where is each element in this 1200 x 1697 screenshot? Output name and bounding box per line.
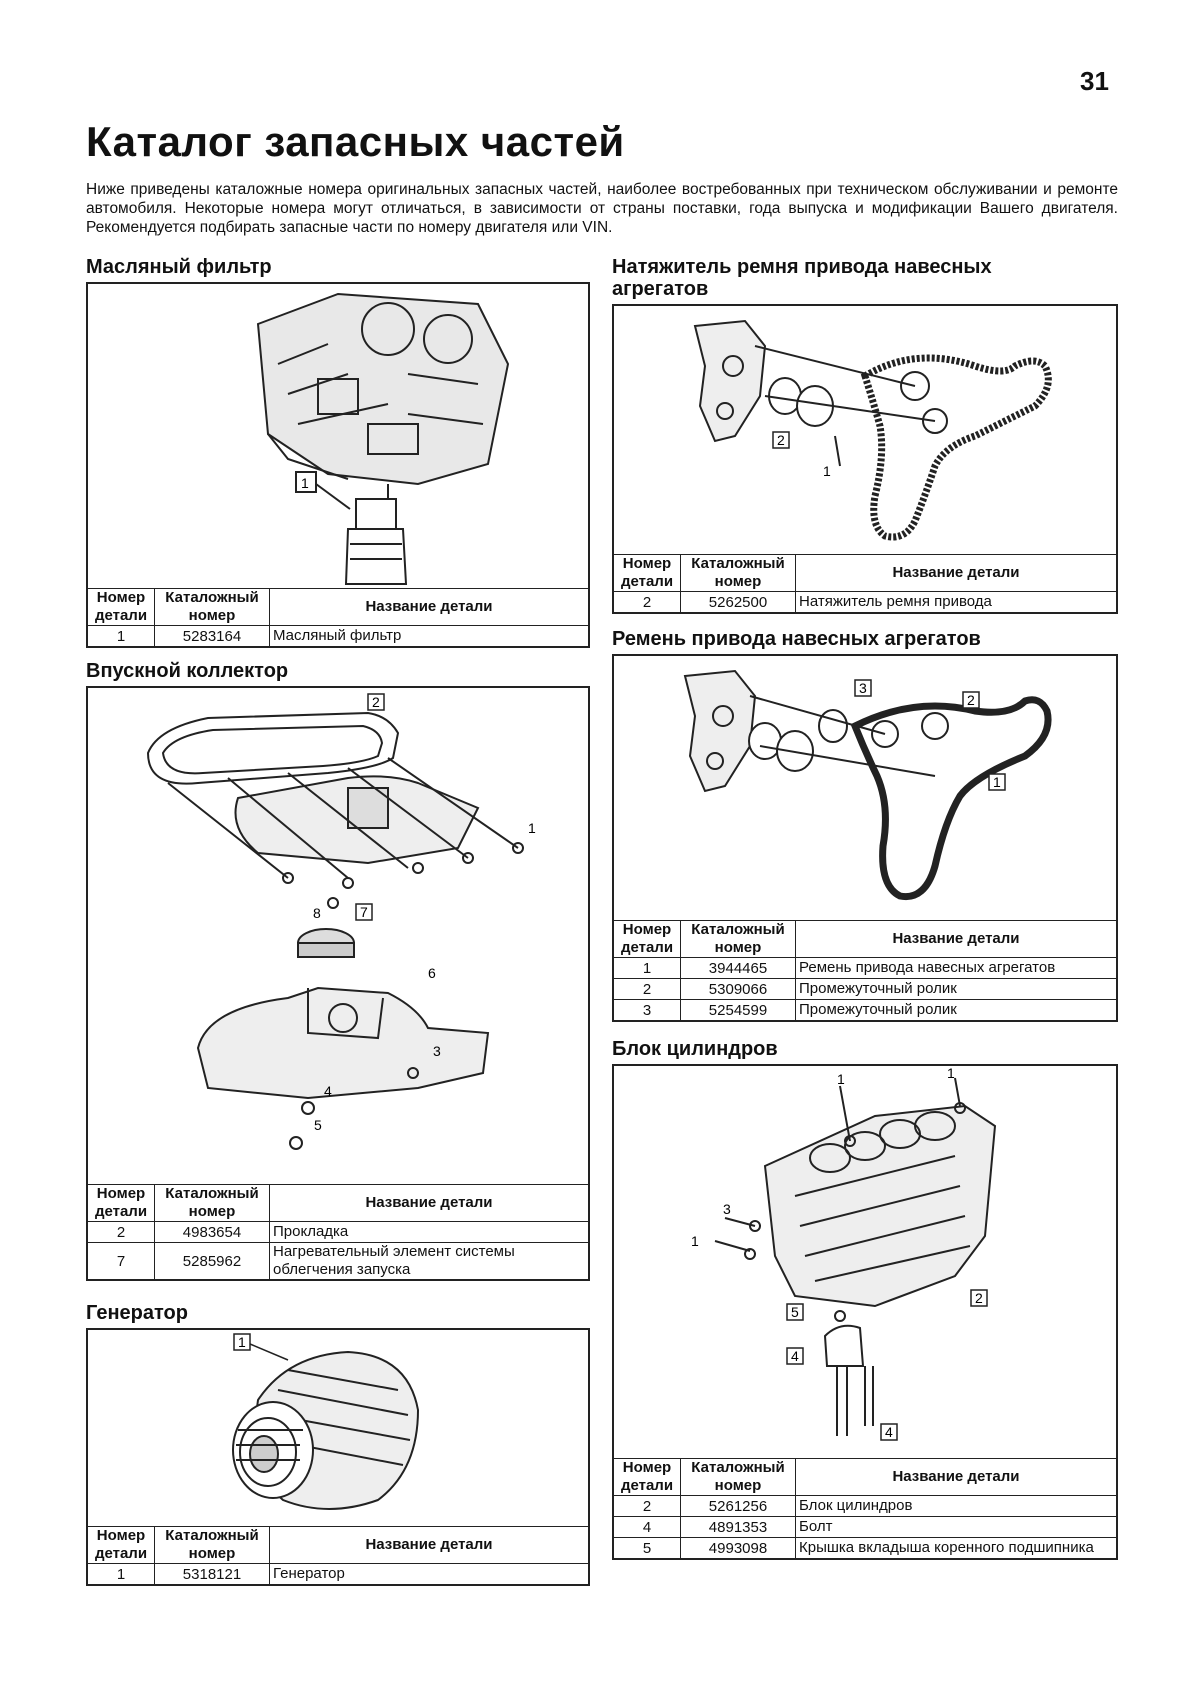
parts-table [88, 1185, 588, 1279]
cell-part-number: 1 [88, 626, 155, 647]
callout-label: 4 [791, 1348, 799, 1364]
header-catalog-number: Каталожный номер [681, 1459, 796, 1496]
oil-filter-figure [88, 284, 588, 589]
header-catalog-number: Каталожный номер [155, 1527, 270, 1564]
callout-label: 1 [691, 1233, 699, 1249]
intake-manifold-illustration [88, 688, 588, 1184]
cell-part-number: 1 [88, 1564, 155, 1585]
parts-table [614, 1459, 1116, 1558]
section-title: Масляный фильтр [86, 256, 272, 278]
callout-label: 1 [837, 1071, 845, 1087]
generator-illustration [88, 1330, 588, 1526]
page-number: 31 [1080, 66, 1109, 96]
cell-part-number: 2 [614, 1496, 681, 1517]
table-row [614, 1517, 1116, 1538]
cell-part-number: 2 [88, 1222, 155, 1243]
section-box [86, 686, 590, 1281]
callout-label: 1 [993, 774, 1001, 790]
callout-label: 3 [859, 680, 867, 696]
callout-label: 2 [777, 432, 785, 448]
cell-catalog-number: 5261256 [681, 1496, 796, 1517]
cell-part-name: Масляный фильтр [270, 626, 589, 647]
callout-label: 5 [791, 1304, 799, 1320]
cell-catalog-number: 4983654 [155, 1222, 270, 1243]
header-part-name: Название детали [270, 1185, 589, 1222]
table-row [614, 958, 1116, 979]
section-title: Впускной коллектор [86, 660, 289, 682]
cell-catalog-number: 4891353 [681, 1517, 796, 1538]
callout-label: 1 [947, 1066, 955, 1081]
callout-label: 2 [975, 1290, 983, 1306]
cell-part-number: 7 [88, 1243, 155, 1280]
table-row [88, 1564, 588, 1585]
table-row [614, 1000, 1116, 1021]
cell-part-name: Ремень привода навесных агрегатов [796, 958, 1117, 979]
table-row [614, 979, 1116, 1000]
header-catalog-number: Каталожный номер [155, 1185, 270, 1222]
cell-part-name: Натяжитель ремня привода [796, 592, 1117, 613]
section-oil-filter [86, 256, 590, 648]
cell-catalog-number: 5318121 [155, 1564, 270, 1585]
cell-catalog-number: 5309066 [681, 979, 796, 1000]
cell-part-number: 3 [614, 1000, 681, 1021]
parts-table [614, 555, 1116, 612]
cell-part-name: Болт [796, 1517, 1117, 1538]
table-header-row [614, 1459, 1116, 1496]
table-header-row [88, 1527, 588, 1564]
cell-catalog-number: 4993098 [681, 1538, 796, 1559]
section-title: Блок цилиндров [612, 1038, 778, 1060]
header-part-number: Номер детали [88, 1527, 155, 1564]
table-row [614, 1496, 1116, 1517]
cell-part-name: Прокладка [270, 1222, 589, 1243]
cell-part-name: Промежуточный ролик [796, 979, 1117, 1000]
header-catalog-number: Каталожный номер [155, 589, 270, 626]
section-box [86, 282, 590, 648]
cylinder-block-figure [614, 1066, 1116, 1459]
callout-label: 3 [433, 1043, 441, 1059]
section-intake-manifold [86, 660, 590, 1281]
callout-label: 1 [823, 463, 831, 479]
section-box [612, 304, 1118, 614]
oil-filter-illustration [88, 284, 588, 588]
cell-part-number: 1 [614, 958, 681, 979]
header-part-name: Название детали [796, 1459, 1117, 1496]
callout-label: 5 [314, 1117, 322, 1133]
table-header-row [88, 589, 588, 626]
header-catalog-number: Каталожный номер [681, 555, 796, 592]
cell-part-name: Нагревательный элемент системы облегчения запуска [270, 1243, 589, 1280]
table-row [88, 626, 588, 647]
parts-table [88, 589, 588, 646]
callout-label: 2 [967, 692, 975, 708]
table-header-row [88, 1185, 588, 1222]
header-part-name: Название детали [270, 589, 589, 626]
section-box [86, 1328, 590, 1586]
table-row [88, 1243, 588, 1280]
cell-catalog-number: 3944465 [681, 958, 796, 979]
callout-label: 4 [324, 1083, 332, 1099]
header-catalog-number: Каталожный номер [681, 921, 796, 958]
section-belt [612, 628, 1118, 1022]
header-part-name: Название детали [796, 921, 1117, 958]
tensioner-figure [614, 306, 1116, 555]
cylinder-block-illustration [614, 1066, 1116, 1458]
callout-label: 3 [723, 1201, 731, 1217]
callout-label: 1 [238, 1334, 246, 1350]
callout-label: 4 [885, 1424, 893, 1440]
cell-catalog-number: 5283164 [155, 626, 270, 647]
page-title: Каталог запасных частей [86, 118, 625, 165]
cell-catalog-number: 5254599 [681, 1000, 796, 1021]
cell-part-number: 2 [614, 592, 681, 613]
table-header-row [614, 555, 1116, 592]
table-header-row [614, 921, 1116, 958]
header-part-number: Номер детали [614, 555, 681, 592]
header-part-number: Номер детали [88, 1185, 155, 1222]
belt-illustration [614, 656, 1116, 920]
cell-part-name: Блок цилиндров [796, 1496, 1117, 1517]
callout-label: 1 [528, 820, 536, 836]
section-box [612, 654, 1118, 1022]
parts-table [88, 1527, 588, 1584]
header-part-name: Название детали [270, 1527, 589, 1564]
tensioner-illustration [614, 306, 1116, 554]
cell-part-name: Промежуточный ролик [796, 1000, 1117, 1021]
table-row [88, 1222, 588, 1243]
cell-part-number: 2 [614, 979, 681, 1000]
parts-table [614, 921, 1116, 1020]
callout-label: 7 [360, 904, 368, 920]
callout-label: 2 [372, 694, 380, 710]
section-box [612, 1064, 1118, 1560]
header-part-number: Номер детали [88, 589, 155, 626]
callout-label: 1 [301, 475, 309, 491]
header-part-name: Название детали [796, 555, 1117, 592]
header-part-number: Номер детали [614, 921, 681, 958]
cell-catalog-number: 5262500 [681, 592, 796, 613]
section-cylinder-block [612, 1038, 1118, 1560]
section-tensioner [612, 256, 1118, 614]
callout-label: 8 [313, 905, 321, 921]
section-generator [86, 1302, 590, 1586]
cell-part-number: 4 [614, 1517, 681, 1538]
intro-paragraph: Ниже приведены каталожные номера оригинальных запасных частей, наиболее востребованных при техническом обслуживании и ремонте автомобиля. Некоторые номера могут отличаться, в зависимости от страны поставки, года выпуска и модификации Вашего двигателя. Рекомендуется подбирать запасные части по номеру двигателя или VIN. [86, 181, 1118, 236]
section-title: Генератор [86, 1302, 188, 1324]
table-row [614, 1538, 1116, 1559]
generator-figure [88, 1330, 588, 1527]
cell-part-name: Генератор [270, 1564, 589, 1585]
callout-label: 6 [428, 965, 436, 981]
cell-catalog-number: 5285962 [155, 1243, 270, 1280]
section-title: Ремень привода навесных агрегатов [612, 628, 981, 650]
belt-figure [614, 656, 1116, 921]
section-title: Натяжитель ремня привода навесных агрегатов [612, 256, 992, 300]
cell-part-name: Крышка вкладыша коренного подшипника [796, 1538, 1117, 1559]
cell-part-number: 5 [614, 1538, 681, 1559]
table-row [614, 592, 1116, 613]
header-part-number: Номер детали [614, 1459, 681, 1496]
intake-manifold-figure [88, 688, 588, 1185]
